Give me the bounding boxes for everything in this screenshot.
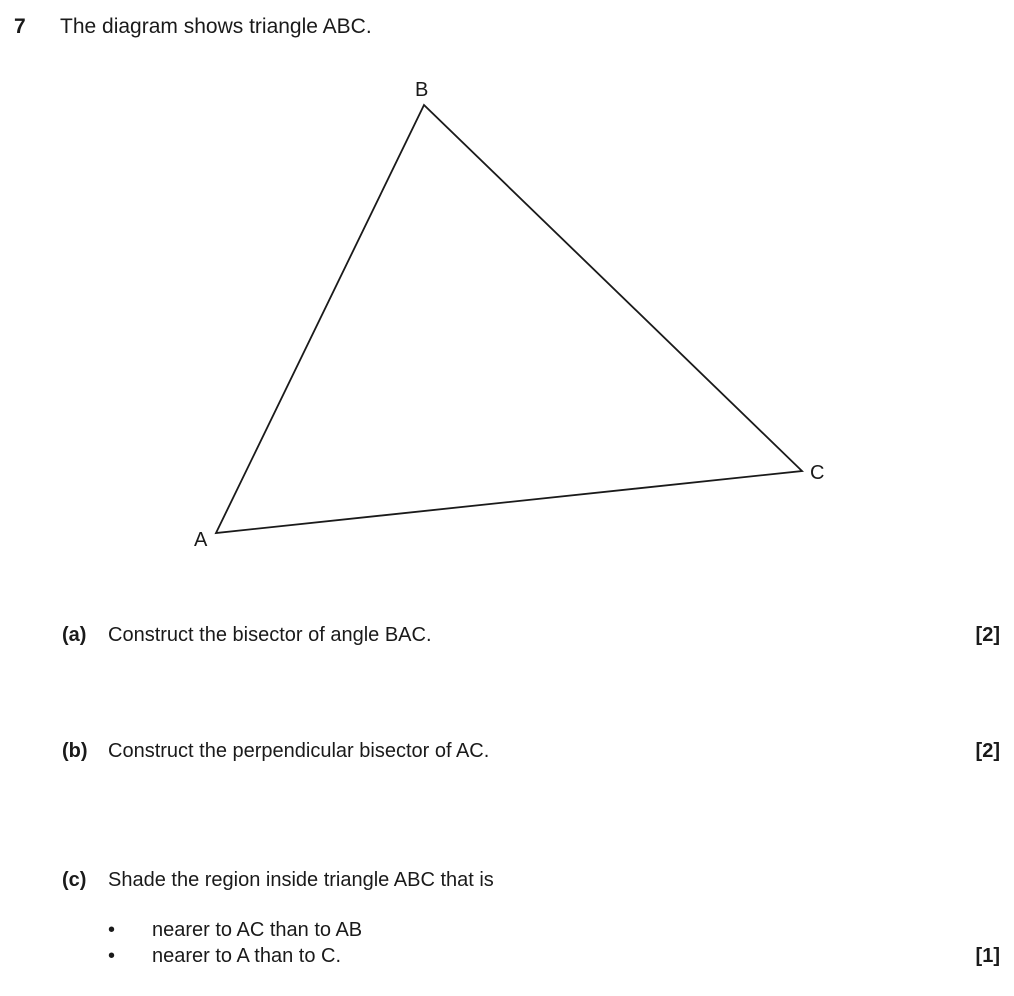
part-b-marks: [2] xyxy=(975,740,1000,762)
part-c-marks: [1] xyxy=(975,945,1000,967)
triangle-abc xyxy=(216,105,802,533)
part-c-label: (c) xyxy=(62,869,87,891)
part-a-text: Construct the bisector of angle BAC. xyxy=(108,624,432,646)
bullet-point: • xyxy=(108,919,116,941)
question-stem: The diagram shows triangle ABC. xyxy=(60,15,372,38)
question-number: 7 xyxy=(14,15,26,38)
part-c-text: Shade the region inside triangle ABC that is xyxy=(108,869,494,891)
part-b-label: (b) xyxy=(62,740,88,762)
part-a-label: (a) xyxy=(62,624,87,646)
bullet-point: • xyxy=(108,945,116,967)
part-b-text: Construct the perpendicular bisector of AC. xyxy=(108,740,490,762)
part-a-marks: [2] xyxy=(975,624,1000,646)
vertex-label-c: C xyxy=(810,462,825,484)
vertex-label-a: A xyxy=(194,529,208,551)
bullet-text-1: nearer to AC than to AB xyxy=(152,919,363,941)
bullet-text-2: nearer to A than to C. xyxy=(152,945,342,967)
vertex-label-b: B xyxy=(415,79,429,101)
